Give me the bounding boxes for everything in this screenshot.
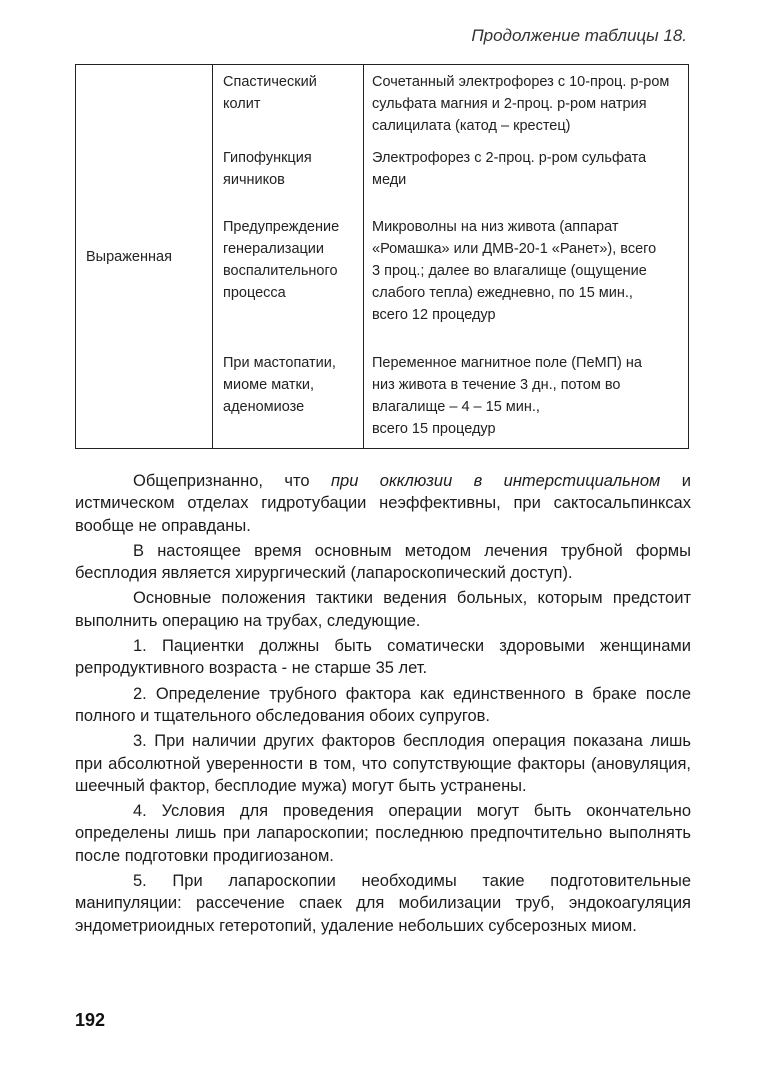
treatment-line: низ живота в течение 3 дн., потом во xyxy=(372,377,621,393)
paragraph xyxy=(75,470,691,537)
condition-line: воспалительного xyxy=(223,263,338,279)
treatment-cell xyxy=(372,216,680,326)
condition-line: Предупреждение xyxy=(223,219,340,235)
treatment-line: сульфата магния и 2-проц. р-ром натрия xyxy=(372,96,647,112)
condition-cell xyxy=(223,216,359,304)
body-text xyxy=(75,470,691,940)
condition-line: процесса xyxy=(223,285,286,301)
severity-group-label: Выраженная xyxy=(86,248,172,265)
condition-line: миоме матки, xyxy=(223,377,315,393)
paragraph: В настоящее время основным методом лечения трубной формы бесплодия является хирургический (лапароскопический доступ). xyxy=(75,541,691,583)
list-item: 3. При наличии других факторов бесплодия операция показана лишь при абсолютной уверенности в том, что сопутствующие факторы (ановуляция, шеечный фактор, бесплодие мужа) могут быть устранены. xyxy=(75,732,691,795)
treatment-line: Микроволны на низ живота (аппарат xyxy=(372,219,619,235)
paragraph: Основные положения тактики ведения больных, которым предстоит выполнить операцию на трубах, следующие. xyxy=(75,589,691,630)
condition-cell xyxy=(223,71,359,115)
condition-line: яичников xyxy=(223,172,285,188)
list-item: 2. Определение трубного фактора как единственного в браке после полного и тщательного обследования обоих супругов. xyxy=(75,684,691,725)
condition-line: Гипофункция xyxy=(223,150,312,166)
condition-line: колит xyxy=(223,96,261,112)
list-item: 5. При лапароскопии необходимы такие подготовительные манипуляции: рассечение спаек для мобилизации труб, эндокоагуляция эндометриоидных гетеротопий, удаление небольших субсерозных миом. xyxy=(75,872,691,935)
treatment-cell xyxy=(372,71,680,137)
table-continuation-caption: Продолжение таблицы 18. xyxy=(471,26,687,45)
condition-line: аденомиозе xyxy=(223,399,305,415)
severity-group-cell xyxy=(76,65,213,449)
treatment-line: «Ромашка» или ДМВ-20-1 «Ранет»), всего xyxy=(372,241,657,257)
condition-line: При мастопатии, xyxy=(223,355,336,371)
treatment-line: влагалище – 4 – 15 мин., xyxy=(372,399,540,415)
condition-cell xyxy=(223,147,359,191)
paragraph-text: Общепризнанно, что xyxy=(133,472,331,490)
treatment-line: салицилата (катод – крестец) xyxy=(372,118,571,134)
condition-line: Спастический xyxy=(223,74,317,90)
treatment-line: всего 12 процедур xyxy=(372,307,496,323)
treatment-cell xyxy=(372,147,680,191)
paragraph-emphasis: при окклюзии в интерстициальном xyxy=(330,472,661,490)
treatment-line: меди xyxy=(372,172,407,188)
list-item: 1. Пациентки должны быть соматически здоровыми женщинами репродуктивного возраста - не старше 35 лет. xyxy=(75,637,691,678)
treatment-line: 3 проц.; далее во влагалище (ощущение xyxy=(372,263,647,279)
treatment-line: Электрофорез с 2-проц. р-ром сульфата xyxy=(372,150,647,166)
page-number: 192 xyxy=(75,1010,106,1030)
treatment-line: всего 15 процедур xyxy=(372,421,496,437)
treatment-cell xyxy=(372,352,680,440)
condition-column xyxy=(213,65,364,449)
treatment-line: слабого тепла) ежедневно, по 15 мин., xyxy=(372,285,633,301)
paragraph-text: и истмическом отделах гидротубации неэффективны, при сактосальпинксах вообще не оправданы. xyxy=(75,472,691,535)
treatment-line: Сочетанный электрофорез с 10-проц. р-ром xyxy=(372,74,670,90)
list-item: 4. Условия для проведения операции могут быть окончательно определены лишь при лапароскопии; последнюю предпочтительно выполнять после подготовки продигиозаном. xyxy=(75,802,691,865)
treatment-line: Переменное магнитное поле (ПеМП) на xyxy=(372,355,642,371)
condition-cell xyxy=(223,352,359,418)
treatment-column xyxy=(364,65,689,449)
treatment-table xyxy=(75,64,689,449)
condition-line: генерализации xyxy=(223,241,325,257)
